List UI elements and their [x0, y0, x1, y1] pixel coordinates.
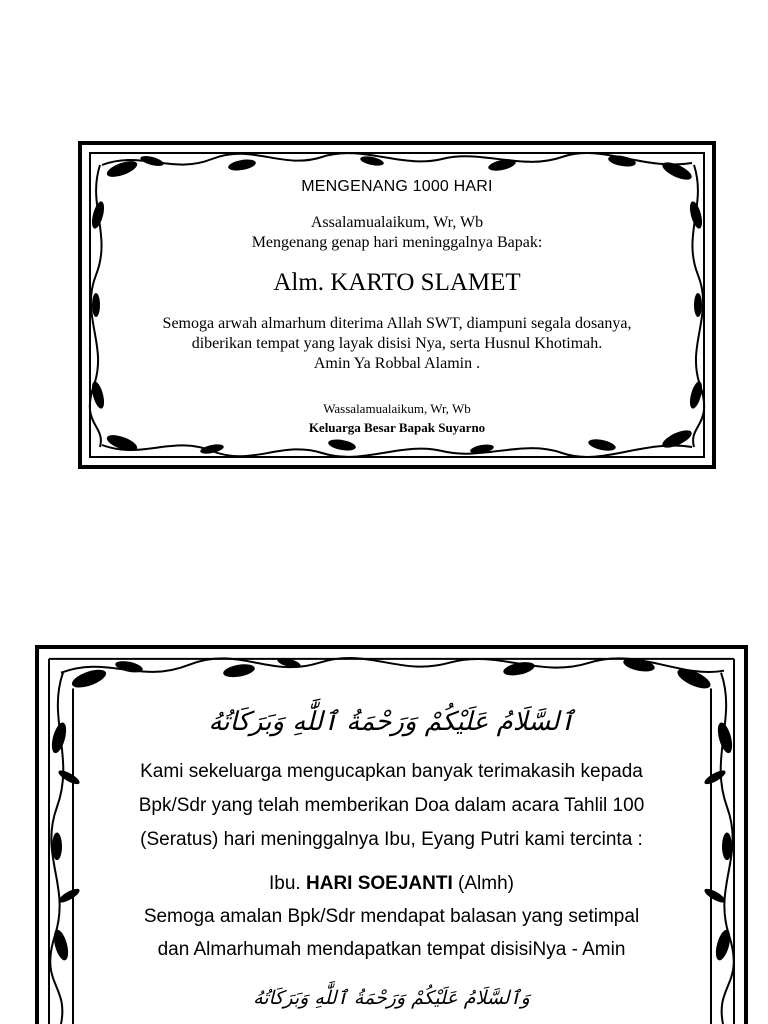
name-prefix: Ibu.: [269, 873, 306, 894]
deceased-name: HARI SOEJANTI: [306, 873, 453, 894]
memorial-card-1000-days: [78, 141, 716, 469]
arabic-closing-calligraphy: وَٱلسَّلَامُ عَلَيْكُمْ وَرَحْمَةُ ٱللَّٰهِ وَبَرَكَاتُهُ: [253, 987, 530, 1009]
prayer-line: Semoga arwah almarhum diterima Allah SWT, diampuni segala dosanya,: [162, 315, 632, 332]
thanks-line: (Seratus) hari meninggalnya Ibu, Eyang Putri kami tercinta :: [140, 829, 643, 850]
prayer-line: diberikan tempat yang layak disisi Nya, serta Husnul Khotimah.: [191, 335, 603, 352]
closing-greeting: Wassalamualaikum, Wr, Wb: [323, 401, 471, 416]
memorial-title: MENGENANG 1000 HARI: [301, 178, 493, 195]
arabic-greeting-calligraphy: ٱلسَّلَامُ عَلَيْكُمْ وَرَحْمَةُ ٱللَّٰهِ وَبَرَكَاتُهُ: [208, 707, 575, 737]
intro-text: Mengenang genap hari meninggalnya Bapak:: [251, 234, 543, 251]
deceased-name-line: [39, 873, 744, 895]
prayer-line: Amin Ya Robbal Alamin .: [313, 355, 481, 372]
prayer-line: dan Almarhumah mendapatkan tempat disisiNya - Amin: [157, 939, 626, 960]
name-suffix: (Almh): [452, 873, 514, 894]
thanks-line: Kami sekeluarga mengucapkan banyak terimakasih kepada: [140, 761, 643, 782]
deceased-name: Alm. KARTO SLAMET: [273, 269, 521, 296]
greeting-text: Assalamualaikum, Wr, Wb: [310, 214, 484, 231]
family-signature: Keluarga Besar Bapak Suyarno: [308, 420, 486, 435]
prayer-line: Semoga amalan Bpk/Sdr mendapat balasan yang setimpal: [143, 906, 640, 927]
thank-you-card-100-days: [35, 645, 748, 1024]
thanks-line: Bpk/Sdr yang telah memberikan Doa dalam acara Tahlil 100: [138, 795, 645, 816]
